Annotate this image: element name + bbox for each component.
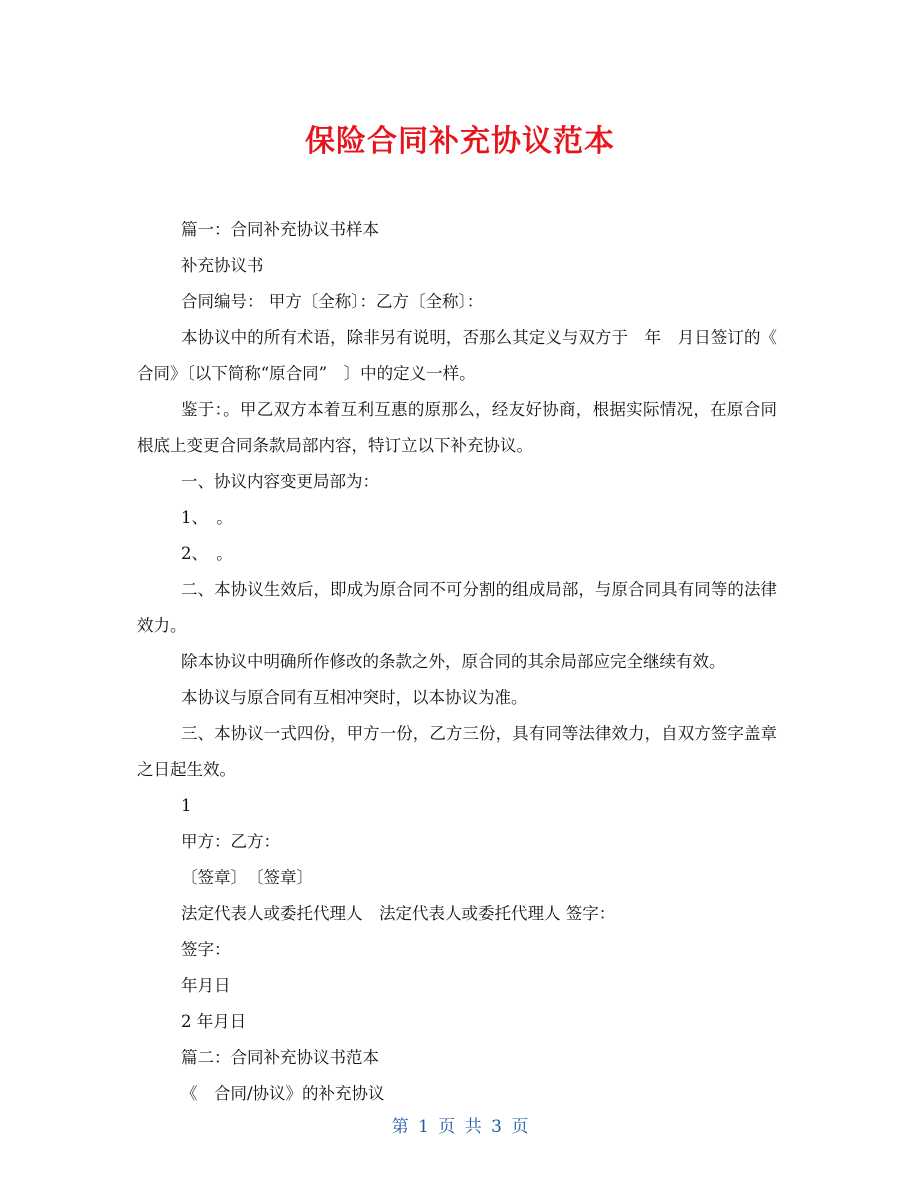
parties-line: 甲方：乙方： (181, 832, 280, 851)
date-line: 年月日 (181, 976, 231, 995)
remaining-terms-paragraph: 除本协议中明确所作修改的条款之外，原合同的其余局部应完全继续有效。 (181, 652, 726, 671)
supplement-title-line: 《 合同/协议》的补充协议 (181, 1084, 385, 1103)
whereas-paragraph: 鉴于：。甲乙双方本着互利互惠的原那么，经友好协商，根据实际情况，在原合同根底上变更合同条款局部内容，特订立以下补充协议。 (137, 400, 777, 455)
contract-number-line: 合同编号： 甲方〔全称〕：乙方〔全称〕： (181, 292, 484, 311)
page-marker-2-date: 2 年月日 (181, 1012, 247, 1031)
section-heading-2: 篇二：合同补充协议书范本 (181, 1048, 379, 1067)
representative-line: 法定代表人或委托代理人 法定代表人或委托代理人 签字： (181, 904, 616, 923)
signature-line: 签字： (181, 940, 231, 959)
conflict-paragraph: 本协议与原合同有互相冲突时，以本协议为准。 (181, 688, 528, 707)
page-marker-1: 1 (181, 796, 192, 815)
terms-paragraph: 本协议中的所有术语，除非另有说明，否那么其定义与双方于 年 月日签订的《 合同》〔以下简称“原合同” 〕中的定义一样。 (137, 328, 794, 383)
clause-item-2: 2、 。 (181, 544, 233, 563)
seal-line: 〔签章〕 〔签章〕 (181, 868, 313, 887)
agreement-heading: 补充协议书 (181, 256, 264, 275)
document-title: 保险合同补充协议范本 (305, 124, 615, 159)
section-heading-1: 篇一：合同补充协议书样本 (181, 220, 379, 239)
clause-three: 三、本协议一式四份，甲方一份，乙方三份，具有同等法律效力，自双方签字盖章之日起生效。 (137, 724, 777, 779)
document-body (137, 212, 794, 1112)
page-number-footer: 第 1 页 共 3 页 (391, 1117, 529, 1137)
clause-two: 二、本协议生效后，即成为原合同不可分割的组成局部，与原合同具有同等的法律效力。 (137, 580, 777, 635)
clause-one-heading: 一、协议内容变更局部为： (181, 472, 379, 491)
clause-item-1: 1、 。 (181, 508, 233, 527)
